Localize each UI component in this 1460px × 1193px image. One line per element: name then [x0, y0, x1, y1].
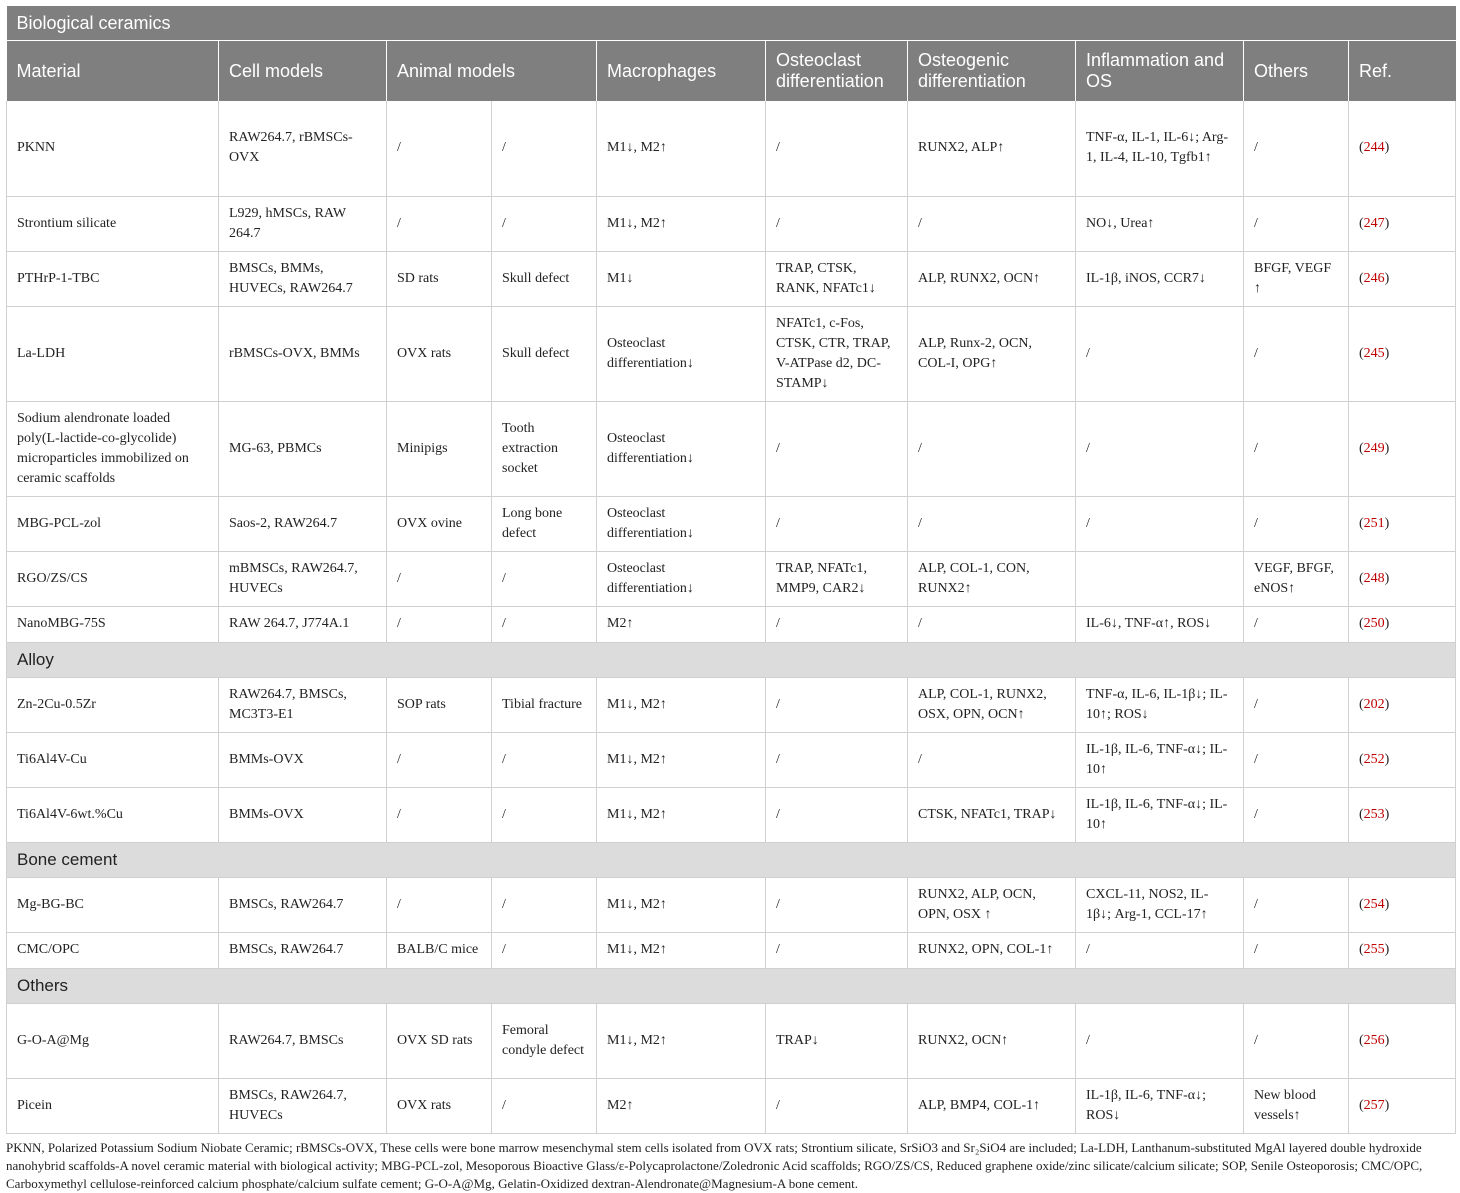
table-cell: G-O-A@Mg: [7, 1003, 219, 1078]
table-cell: RUNX2, ALP↑: [908, 101, 1076, 196]
table-cell: IL-1β, IL-6, TNF-α↓; ROS↓: [1076, 1078, 1244, 1133]
table-cell: PTHrP-1-TBC: [7, 251, 219, 306]
table-cell: /: [908, 606, 1076, 642]
table-cell: /: [766, 877, 908, 932]
table-cell: [1076, 551, 1244, 606]
table-cell: /: [1244, 101, 1349, 196]
table-cell: ALP, BMP4, COL-1↑: [908, 1078, 1076, 1133]
ref-cell: (251): [1349, 496, 1456, 551]
table-row: [7, 401, 1456, 496]
table-row: [7, 551, 1456, 606]
table-cell: /: [766, 101, 908, 196]
table-cell: /: [1244, 732, 1349, 787]
table-cell: /: [1244, 677, 1349, 732]
section-header-row: [7, 842, 1456, 877]
header-macrophages: Macrophages: [597, 41, 766, 102]
table-cell: /: [1076, 1003, 1244, 1078]
section-title: Bone cement: [7, 842, 1456, 877]
header-animal-models: Animal models: [387, 41, 597, 102]
table-cell: Mg-BG-BC: [7, 877, 219, 932]
table-cell: /: [387, 551, 492, 606]
table-cell: Picein: [7, 1078, 219, 1133]
ref-cell: (250): [1349, 606, 1456, 642]
table-cell: /: [387, 196, 492, 251]
table-cell: PKNN: [7, 101, 219, 196]
header-others: Others: [1244, 41, 1349, 102]
table-cell: SD rats: [387, 251, 492, 306]
table-cell: /: [1076, 401, 1244, 496]
table-cell: CTSK, NFATc1, TRAP↓: [908, 787, 1076, 842]
table-cell: /: [1244, 787, 1349, 842]
table-row: [7, 496, 1456, 551]
table-cell: Skull defect: [492, 306, 597, 401]
ref-cell: (244): [1349, 101, 1456, 196]
section-header-row: [7, 642, 1456, 677]
table-cell: OVX SD rats: [387, 1003, 492, 1078]
table-cell: /: [908, 732, 1076, 787]
table-cell: TNF-α, IL-6, IL-1β↓; IL-10↑; ROS↓: [1076, 677, 1244, 732]
header-osteogenic-differentiation: Osteogenic differentiation: [908, 41, 1076, 102]
table-cell: ALP, COL-1, RUNX2, OSX, OPN, OCN↑: [908, 677, 1076, 732]
table-cell: /: [766, 732, 908, 787]
ref-cell: (254): [1349, 877, 1456, 932]
ref-link[interactable]: 249: [1363, 440, 1385, 456]
table-cell: Tibial fracture: [492, 677, 597, 732]
table-cell: /: [766, 677, 908, 732]
table-cell: /: [766, 196, 908, 251]
table-cell: CXCL-11, NOS2, IL-1β↓; Arg-1, CCL-17↑: [1076, 877, 1244, 932]
table-cell: Sodium alendronate loaded poly(L-lactide-co-glycolide) microparticles immobilized on ceramic scaffolds: [7, 401, 219, 496]
table-row: [7, 1078, 1456, 1133]
ref-cell: (253): [1349, 787, 1456, 842]
table-cell: Ti6Al4V-Cu: [7, 732, 219, 787]
table-cell: ALP, COL-1, CON, RUNX2↑: [908, 551, 1076, 606]
table-cell: /: [387, 787, 492, 842]
table-cell: BMMs-OVX: [219, 732, 387, 787]
ref-link[interactable]: 251: [1363, 515, 1385, 531]
table-cell: Femoral condyle defect: [492, 1003, 597, 1078]
table-cell: Osteoclast differentiation↓: [597, 551, 766, 606]
table-cell: OVX rats: [387, 1078, 492, 1133]
table-cell: /: [1076, 306, 1244, 401]
table-cell: TNF-α, IL-1, IL-6↓; Arg-1, IL-4, IL-10, Tgfb1↑: [1076, 101, 1244, 196]
table-cell: mBMSCs, RAW264.7, HUVECs: [219, 551, 387, 606]
header-inflammation-os: Inflammation and OS: [1076, 41, 1244, 102]
table-cell: /: [1244, 196, 1349, 251]
table-cell: /: [492, 606, 597, 642]
table-cell: IL-6↓, TNF-α↑, ROS↓: [1076, 606, 1244, 642]
table-cell: M1↓, M2↑: [597, 1003, 766, 1078]
table-cell: Osteoclast differentiation↓: [597, 306, 766, 401]
table-cell: /: [1244, 877, 1349, 932]
table-cell: MG-63, PBMCs: [219, 401, 387, 496]
table-cell: New blood vessels↑: [1244, 1078, 1349, 1133]
table-cell: M2↑: [597, 1078, 766, 1133]
table-cell: BMMs-OVX: [219, 787, 387, 842]
table-row: [7, 877, 1456, 932]
table-row: [7, 787, 1456, 842]
table-cell: /: [492, 196, 597, 251]
ref-link[interactable]: 252: [1363, 751, 1385, 767]
table-cell: /: [766, 932, 908, 968]
table-cell: /: [766, 606, 908, 642]
table-cell: Zn-2Cu-0.5Zr: [7, 677, 219, 732]
table-cell: RAW264.7, BMSCs, MC3T3-E1: [219, 677, 387, 732]
table-cell: IL-1β, IL-6, TNF-α↓; IL-10↑: [1076, 787, 1244, 842]
header-ref: Ref.: [1349, 41, 1456, 102]
table-cell: BFGF, VEGF ↑: [1244, 251, 1349, 306]
ref-link[interactable]: 257: [1363, 1097, 1385, 1113]
table-cell: M1↓, M2↑: [597, 787, 766, 842]
table-cell: Strontium silicate: [7, 196, 219, 251]
table-title: Biological ceramics: [7, 6, 1456, 41]
ref-cell: (256): [1349, 1003, 1456, 1078]
table-row: [7, 251, 1456, 306]
table-cell: TRAP, CTSK, RANK, NFATc1↓: [766, 251, 908, 306]
table-cell: Osteoclast differentiation↓: [597, 496, 766, 551]
table-cell: /: [766, 1078, 908, 1133]
ref-cell: (252): [1349, 732, 1456, 787]
table-cell: /: [492, 101, 597, 196]
data-table: [6, 6, 1456, 1134]
ref-link[interactable]: 254: [1363, 896, 1385, 912]
section-header-row: [7, 968, 1456, 1003]
table-cell: Osteoclast differentiation↓: [597, 401, 766, 496]
ref-cell: (255): [1349, 932, 1456, 968]
table-cell: /: [1244, 606, 1349, 642]
table-cell: /: [387, 101, 492, 196]
table-cell: /: [1076, 496, 1244, 551]
table-cell: M1↓, M2↑: [597, 677, 766, 732]
table-cell: rBMSCs-OVX, BMMs: [219, 306, 387, 401]
header-material: Material: [7, 41, 219, 102]
table-row: [7, 932, 1456, 968]
table-cell: BMSCs, BMMs, HUVECs, RAW264.7: [219, 251, 387, 306]
ref-link[interactable]: 248: [1363, 570, 1385, 586]
table-cell: IL-1β, IL-6, TNF-α↓; IL-10↑: [1076, 732, 1244, 787]
table-cell: /: [1244, 496, 1349, 551]
table-cell: BMSCs, RAW264.7: [219, 932, 387, 968]
table-row: [7, 677, 1456, 732]
table-cell: IL-1β, iNOS, CCR7↓: [1076, 251, 1244, 306]
table-cell: /: [492, 932, 597, 968]
table-cell: Ti6Al4V-6wt.%Cu: [7, 787, 219, 842]
table-cell: /: [1244, 401, 1349, 496]
ref-cell: (245): [1349, 306, 1456, 401]
table-cell: MBG-PCL-zol: [7, 496, 219, 551]
ref-cell: (248): [1349, 551, 1456, 606]
table-cell: VEGF, BFGF, eNOS↑: [1244, 551, 1349, 606]
ref-cell: (247): [1349, 196, 1456, 251]
table-cell: Saos-2, RAW264.7: [219, 496, 387, 551]
table-cell: RAW264.7, rBMSCs-OVX: [219, 101, 387, 196]
table-cell: M1↓, M2↑: [597, 101, 766, 196]
table-cell: Long bone defect: [492, 496, 597, 551]
table-cell: /: [766, 787, 908, 842]
table-cell: RUNX2, OCN↑: [908, 1003, 1076, 1078]
table-row: [7, 732, 1456, 787]
table-cell: /: [387, 606, 492, 642]
table-cell: M1↓: [597, 251, 766, 306]
table-cell: ALP, Runx-2, OCN, COL-I, OPG↑: [908, 306, 1076, 401]
ref-link[interactable]: 246: [1363, 270, 1385, 286]
table-cell: Minipigs: [387, 401, 492, 496]
header-cell-models: Cell models: [219, 41, 387, 102]
table-cell: M1↓, M2↑: [597, 877, 766, 932]
table-cell: /: [1244, 1003, 1349, 1078]
ref-cell: (249): [1349, 401, 1456, 496]
table-cell: ALP, RUNX2, OCN↑: [908, 251, 1076, 306]
table-cell: M1↓, M2↑: [597, 932, 766, 968]
table-cell: OVX rats: [387, 306, 492, 401]
ref-link[interactable]: 245: [1363, 345, 1385, 361]
ref-link[interactable]: 244: [1363, 140, 1385, 156]
table-cell: RUNX2, ALP, OCN, OPN, OSX ↑: [908, 877, 1076, 932]
table-row: [7, 196, 1456, 251]
table-cell: /: [492, 877, 597, 932]
table-cell: /: [766, 401, 908, 496]
table-cell: Tooth extraction socket: [492, 401, 597, 496]
ref-cell: (246): [1349, 251, 1456, 306]
table-cell: CMC/OPC: [7, 932, 219, 968]
table-footnote: PKNN, Polarized Potassium Sodium Niobate Ceramic; rBMSCs-OVX, These cells were bone marrow mesenchymal stem cells isolated from OVX rats; Strontium silicate, SrSiO3 and Sr₂SiO4 are included; La-LDH, Lanthanum-substituted MgAl layered double hydroxide nanohybrid scaffolds-A novel ceramic material with biological activity; MBG-PCL-zol, Mesoporous Bioactive Glass/ε-Polycaprolactone/Zoledronic Acid scaffolds; RGO/ZS/CS, Reduced graphene oxide/zinc silicate/calcium silicate; SOP, Senile Osteoporosis; CMC/OPC, Carboxymethyl cellulose-reinforced calcium phosphate/calcium sulfate cement; G-O-A@Mg, Gelatin-Oxidized dextran-Alendronate@Magnesium-A bone cement.: [6, 1139, 1423, 1191]
table-cell: TRAP, NFATc1, MMP9, CAR2↓: [766, 551, 908, 606]
table-cell: La-LDH: [7, 306, 219, 401]
table-cell: /: [1076, 932, 1244, 968]
table-row: [7, 1003, 1456, 1078]
table-cell: /: [387, 732, 492, 787]
table-cell: M1↓, M2↑: [597, 196, 766, 251]
table-cell: RGO/ZS/CS: [7, 551, 219, 606]
ref-cell: (202): [1349, 677, 1456, 732]
table-cell: /: [908, 401, 1076, 496]
table-row: [7, 101, 1456, 196]
ref-link[interactable]: 253: [1363, 806, 1385, 822]
ref-link[interactable]: 247: [1363, 215, 1385, 231]
table-cell: BMSCs, RAW264.7, HUVECs: [219, 1078, 387, 1133]
ref-link[interactable]: 255: [1363, 942, 1385, 957]
table-cell: /: [492, 787, 597, 842]
table-body: [7, 101, 1456, 1133]
table-cell: RAW264.7, BMSCs: [219, 1003, 387, 1078]
table-cell: OVX ovine: [387, 496, 492, 551]
table-cell: /: [766, 496, 908, 551]
table-cell: M1↓, M2↑: [597, 732, 766, 787]
table-row: [7, 606, 1456, 642]
table-cell: NO↓, Urea↑: [1076, 196, 1244, 251]
table-cell: /: [492, 1078, 597, 1133]
header-osteoclast-differentiation: Osteoclast differentiation: [766, 41, 908, 102]
table-row: [7, 306, 1456, 401]
table-cell: SOP rats: [387, 677, 492, 732]
section-title: Alloy: [7, 642, 1456, 677]
table-cell: /: [492, 551, 597, 606]
table-cell: /: [908, 196, 1076, 251]
table-cell: /: [1244, 306, 1349, 401]
table-cell: NanoMBG-75S: [7, 606, 219, 642]
ref-link[interactable]: 250: [1363, 616, 1385, 631]
ref-link[interactable]: 256: [1363, 1032, 1385, 1048]
table-cell: RAW 264.7, J774A.1: [219, 606, 387, 642]
table-cell: Skull defect: [492, 251, 597, 306]
table-cell: L929, hMSCs, RAW 264.7: [219, 196, 387, 251]
table-cell: TRAP↓: [766, 1003, 908, 1078]
table-cell: BMSCs, RAW264.7: [219, 877, 387, 932]
table-cell: NFATc1, c-Fos, CTSK, CTR, TRAP, V-ATPase d2, DC-STAMP↓: [766, 306, 908, 401]
table-cell: /: [1244, 932, 1349, 968]
table-cell: BALB/C mice: [387, 932, 492, 968]
ref-link[interactable]: 202: [1363, 696, 1385, 712]
table-cell: /: [492, 732, 597, 787]
table-cell: /: [908, 496, 1076, 551]
ref-cell: (257): [1349, 1078, 1456, 1133]
table-container: [6, 6, 1455, 1193]
table-cell: RUNX2, OPN, COL-1↑: [908, 932, 1076, 968]
table-cell: M2↑: [597, 606, 766, 642]
table-cell: /: [387, 877, 492, 932]
section-title: Others: [7, 968, 1456, 1003]
